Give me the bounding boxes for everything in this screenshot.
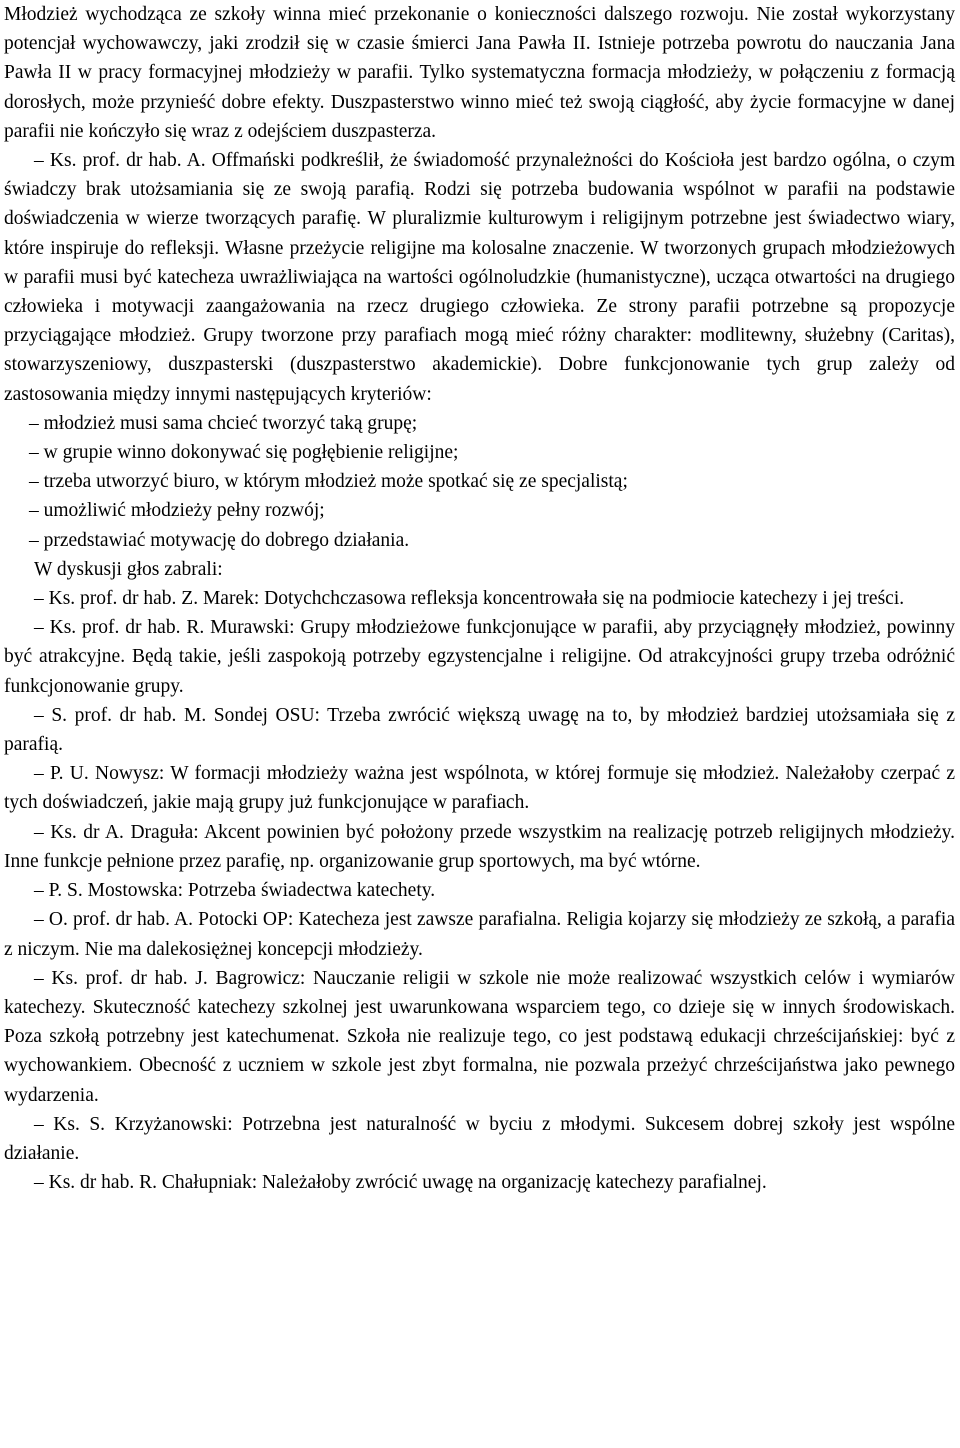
criteria-item: – w grupie winno dokonywać się pogłębienie religijne; bbox=[29, 442, 459, 464]
paragraph-intro: Młodzież wychodząca ze szkoły winna mieć przekonanie o konieczności dalszego rozwoju. Nie został wykorzystany potencjał wychowawczy, jaki zrodził się w czasie śmierci Jana Pawła II. Istnieje potrzeba powrotu do nauczania Jana Pawła II w pracy formacyjnej młodzieży w parafii. Tylko systematyczna formacja młodzieży, w połączeniu z formacją dorosłych, może przynieść dobre efekty. Duszpasterstwo winno mieć też swoją ciągłość, aby życie formacyjne w danej parafii nie kończyło się wraz z odejściem duszpasterza. bbox=[4, 4, 955, 142]
paragraph-offmanski: – Ks. prof. dr hab. A. Offmański podkreślił, że świadomość przynależności do Kościoła jest bardzo ogólna, o czym świadczy brak utożsamiania się ze swoją parafią. Rodzi się potrzeba budowania wspólnot w parafii na podstawie doświadczenia w wierze tworzących parafię. W pluralizmie kulturowym i religijnym potrzebne jest świadectwo wiary, które inspiruje do refleksji. Własne przeżycie religijne ma kolosalne znaczenie. W tworzonych grupach młodzieżowych w parafii musi być katecheza uwrażliwiająca na wartości ogólnoludzkie (humanistyczne), ucząca otwartości na drugiego człowieka i motywacji zaangażowania na rzecz drugiego człowieka. Ze strony parafii potrzebne są propozycje przyciągające młodzież. Grupy tworzone przy parafiach mogą mieć różny charakter: modlitewny, służebny (Caritas), stowarzyszeniowy, duszpasterski (duszpasterstwo akademickie). Dobre funkcjonowanie tych grup zależy od zastosowania między innymi następujących kryteriów: bbox=[4, 150, 955, 405]
criteria-item: – przedstawiać motywację do dobrego działania. bbox=[29, 529, 410, 551]
speaker-entry: – Ks. dr hab. R. Chałupniak: Należałoby zwrócić uwagę na organizację katechezy parafialnej. bbox=[34, 1172, 767, 1194]
speaker-entry: – P. S. Mostowska: Potrzeba świadectwa katechety. bbox=[34, 880, 436, 902]
speaker-entry: – Ks. prof. dr hab. R. Murawski: Grupy młodzieżowe funkcjonujące w parafii, aby przyciągnęły młodzież, powinny być atrakcyjne. Będą takie, jeśli zaspokoją potrzeby egzystencjalne i religijne. Od atrakcyjności grupy trzeba odróżnić funkcjonowanie grupy. bbox=[4, 617, 955, 697]
speaker-entry: – Ks. prof. dr hab. J. Bagrowicz: Nauczanie religii w szkole nie może realizować wszystkich celów i wymiarów katechezy. Skuteczność katechezy szkolnej jest uwarunkowana wsparciem tego, co dzieje się w innych środowiskach. Poza szkołą potrzebny jest katechumenat. Szkoła nie realizuje tego, co jest podstawą edukacji chrześcijańskiej: być z wychowankiem. Obecność z uczniem w szkole jest zbyt formalna, nie pozwala przeżyć chrześcijaństwa jako pewnego wydarzenia. bbox=[4, 967, 955, 1106]
discussion-intro: W dyskusji głos zabrali: bbox=[34, 558, 223, 580]
speaker-entry: – Ks. dr A. Draguła: Akcent powinien być położony przede wszystkim na realizację potrzeb religijnych młodzieży. Inne funkcje pełnione przez parafię, np. organizowanie grup sportowych, ma być wtórne. bbox=[4, 821, 955, 872]
criteria-item: – młodzież musi sama chcieć tworzyć taką grupę; bbox=[29, 412, 418, 434]
criteria-list bbox=[4, 409, 955, 555]
speakers-list bbox=[4, 584, 955, 1197]
speaker-entry: – P. U. Nowysz: W formacji młodzieży ważna jest wspólnota, w której formuje się młodzież. Należałoby czerpać z tych doświadczeń, jakie mają grupy już funkcjonujące w parafiach. bbox=[4, 763, 955, 814]
speaker-entry: – Ks. prof. dr hab. Z. Marek: Dotychchczasowa refleksja koncentrowała się na podmiocie katechezy i jej treści. bbox=[34, 588, 905, 610]
criteria-item: – trzeba utworzyć biuro, w którym młodzież może spotkać się ze specjalistą; bbox=[29, 471, 628, 493]
speaker-entry: – O. prof. dr hab. A. Potocki OP: Katecheza jest zawsze parafialna. Religia kojarzy się młodzieży ze szkołą, a parafia z niczym. Nie ma dalekosiężnej koncepcji młodzieży. bbox=[4, 909, 955, 960]
speaker-entry: – Ks. S. Krzyżanowski: Potrzebna jest naturalność w byciu z młodymi. Sukcesem dobrej szkoły jest wspólne działanie. bbox=[4, 1113, 955, 1164]
criteria-item: – umożliwić młodzieży pełny rozwój; bbox=[29, 500, 325, 522]
speaker-entry: – S. prof. dr hab. M. Sondej OSU: Trzeba zwrócić większą uwagę na to, by młodzież bardziej utożsamiała się z parafią. bbox=[4, 704, 955, 756]
